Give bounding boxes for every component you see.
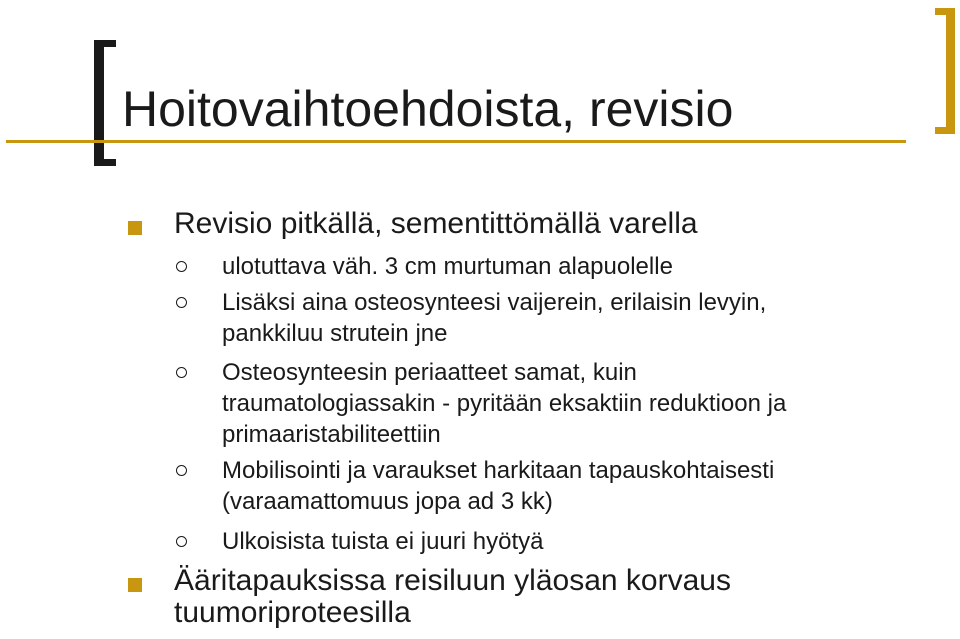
sub-bullet-line: pankkiluu strutein jne bbox=[222, 320, 448, 347]
bullet-line: Revisio pitkällä, sementittömällä varella bbox=[174, 207, 698, 240]
sub-bullet-text bbox=[222, 526, 543, 557]
sub-bullet-circle-icon bbox=[176, 367, 187, 378]
left-bracket-decoration bbox=[94, 40, 116, 166]
bullet-text bbox=[174, 208, 698, 240]
sub-bullet-line: Ulkoisista tuista ei juuri hyötyä bbox=[222, 528, 544, 555]
bullet-text bbox=[174, 565, 731, 629]
sub-bullet-line: ulotuttava väh. 3 cm murtuman alapuolelle bbox=[222, 253, 673, 280]
sub-bullet-line: (varaamattomuus jopa ad 3 kk) bbox=[222, 488, 553, 515]
sub-bullet-text bbox=[222, 455, 774, 517]
sub-bullet-line: Lisäksi aina osteosynteesi vaijerein, erilaisin levyin, bbox=[222, 289, 767, 316]
bullet-square-icon bbox=[128, 221, 142, 235]
sub-bullet-line: traumatologiassakin - pyritään eksaktiin reduktioon ja bbox=[222, 390, 787, 417]
bullet-square-icon bbox=[128, 578, 142, 592]
slide-title: Hoitovaihtoehdoista, revisio bbox=[122, 81, 734, 137]
bullet-line: Ääritapauksissa reisiluun yläosan korvaus bbox=[174, 564, 731, 597]
sub-bullet-text bbox=[222, 251, 673, 282]
sub-bullet-circle-icon bbox=[176, 261, 187, 272]
sub-bullet-line: primaaristabiliteettiin bbox=[222, 421, 441, 448]
bullet-line: tuumoriproteesilla bbox=[174, 596, 411, 629]
title-underline bbox=[6, 140, 906, 143]
sub-bullet-circle-icon bbox=[176, 297, 187, 308]
sub-bullet-line: Mobilisointi ja varaukset harkitaan tapauskohtaisesti bbox=[222, 457, 775, 484]
right-bracket-decoration bbox=[935, 8, 955, 134]
sub-bullet-circle-icon bbox=[176, 465, 187, 476]
sub-bullet-text bbox=[222, 287, 766, 349]
sub-bullet-line: Osteosynteesin periaatteet samat, kuin bbox=[222, 359, 637, 386]
sub-bullet-text bbox=[222, 357, 786, 450]
sub-bullet-circle-icon bbox=[176, 536, 187, 547]
